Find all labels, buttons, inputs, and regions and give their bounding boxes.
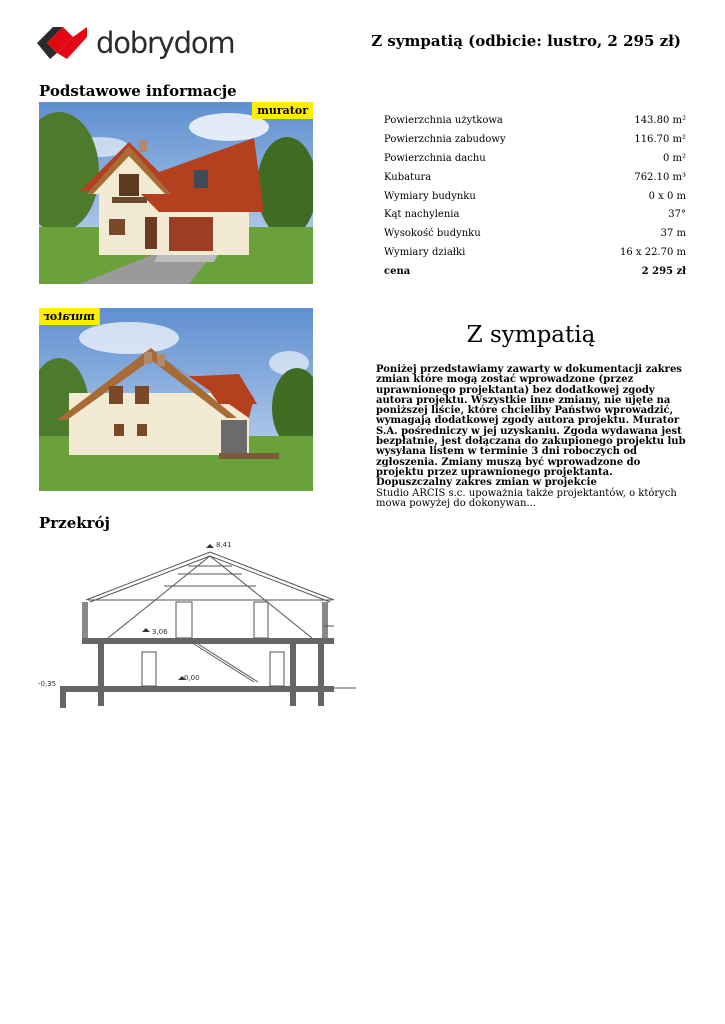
description-title: Z sympatią bbox=[466, 322, 596, 348]
cross-section-heading: Przekrój bbox=[39, 514, 110, 532]
cross-section-drawing bbox=[38, 538, 356, 710]
house-front-photo bbox=[39, 102, 313, 284]
price-label: cena bbox=[384, 266, 411, 278]
logo[interactable] bbox=[36, 24, 236, 62]
spec-value: 16 x 22.70 m bbox=[619, 247, 686, 259]
basic-info-heading: Podstawowe informacje bbox=[39, 82, 237, 100]
spec-row bbox=[381, 224, 689, 243]
spec-value: 143.80 m² bbox=[634, 114, 686, 126]
spec-label: Wymiary budynku bbox=[384, 190, 476, 202]
spec-value: 762.10 m³ bbox=[634, 171, 686, 183]
house-back-photo bbox=[39, 308, 313, 491]
spec-value: 37° bbox=[668, 209, 686, 221]
spec-value: 37 m bbox=[660, 228, 686, 240]
spec-row bbox=[381, 168, 689, 187]
logo-text: dobrydom bbox=[96, 26, 235, 60]
level-floor: 3,06 bbox=[152, 628, 168, 636]
spec-label: Powierzchnia dachu bbox=[384, 152, 486, 164]
price-value: 2 295 zł bbox=[641, 266, 686, 278]
spec-row bbox=[381, 130, 689, 149]
spec-label: Wymiary działki bbox=[384, 247, 466, 259]
spec-row bbox=[381, 205, 689, 224]
page-title: Z sympatią (odbicie: lustro, 2 295 zł) bbox=[371, 32, 681, 50]
specs-table bbox=[381, 111, 689, 281]
spec-label: Wysokość budynku bbox=[384, 228, 481, 240]
description-bold-text: Poniżej przedstawiamy zawarty w dokumentacji zakres zmian które mogą zostać wprowadzone (przez uprawnionego projektanta) bez dodatkowej zgody autora projektu. Wszystkie inne zmiany, nie ujęte na poniższej liście, które chcieliby Państwo wprowadzić, wymagają dodatkowej zgody autora projektu. Murator S.A. pośredniczy w jej uzyskaniu. Zgoda wydawana jest bezpłatnie, jest dołączana do zakupionego projektu lub wysyłana listem w terminie 3 dni roboczych od zgłoszenia. Zmiany muszą być wprowadzone do projektu przez uprawnionego projektanta. bbox=[376, 364, 686, 478]
spec-value: 116.70 m² bbox=[634, 133, 686, 145]
logo-mark-icon bbox=[36, 24, 92, 62]
spec-value: 0 x 0 m bbox=[648, 190, 686, 202]
spec-label: Powierzchnia użytkowa bbox=[384, 114, 503, 126]
level-base: -0,35 bbox=[38, 680, 57, 688]
spec-label: Powierzchnia zabudowy bbox=[384, 133, 506, 145]
description-normal-text: Studio ARCIS s.c. upoważnia także projektantów, o których mowa powyżej do dokonywan... bbox=[376, 487, 677, 509]
spec-row bbox=[381, 187, 689, 206]
murator-badge-mirrored: murator bbox=[39, 308, 100, 325]
description-subheading: Dopuszczalny zakres zmian w projekcie bbox=[376, 477, 597, 489]
spec-row bbox=[381, 243, 689, 262]
spec-row bbox=[381, 111, 689, 130]
spec-label: Kubatura bbox=[384, 171, 432, 183]
level-top: 8,41 bbox=[216, 541, 232, 549]
murator-badge: murator bbox=[252, 102, 313, 119]
spec-value: 0 m² bbox=[662, 152, 686, 164]
level-ground: 0,00 bbox=[184, 674, 200, 682]
spec-row bbox=[381, 149, 689, 168]
price-row bbox=[381, 262, 689, 281]
spec-label: Kąt nachylenia bbox=[384, 209, 460, 221]
description-text bbox=[376, 365, 686, 509]
